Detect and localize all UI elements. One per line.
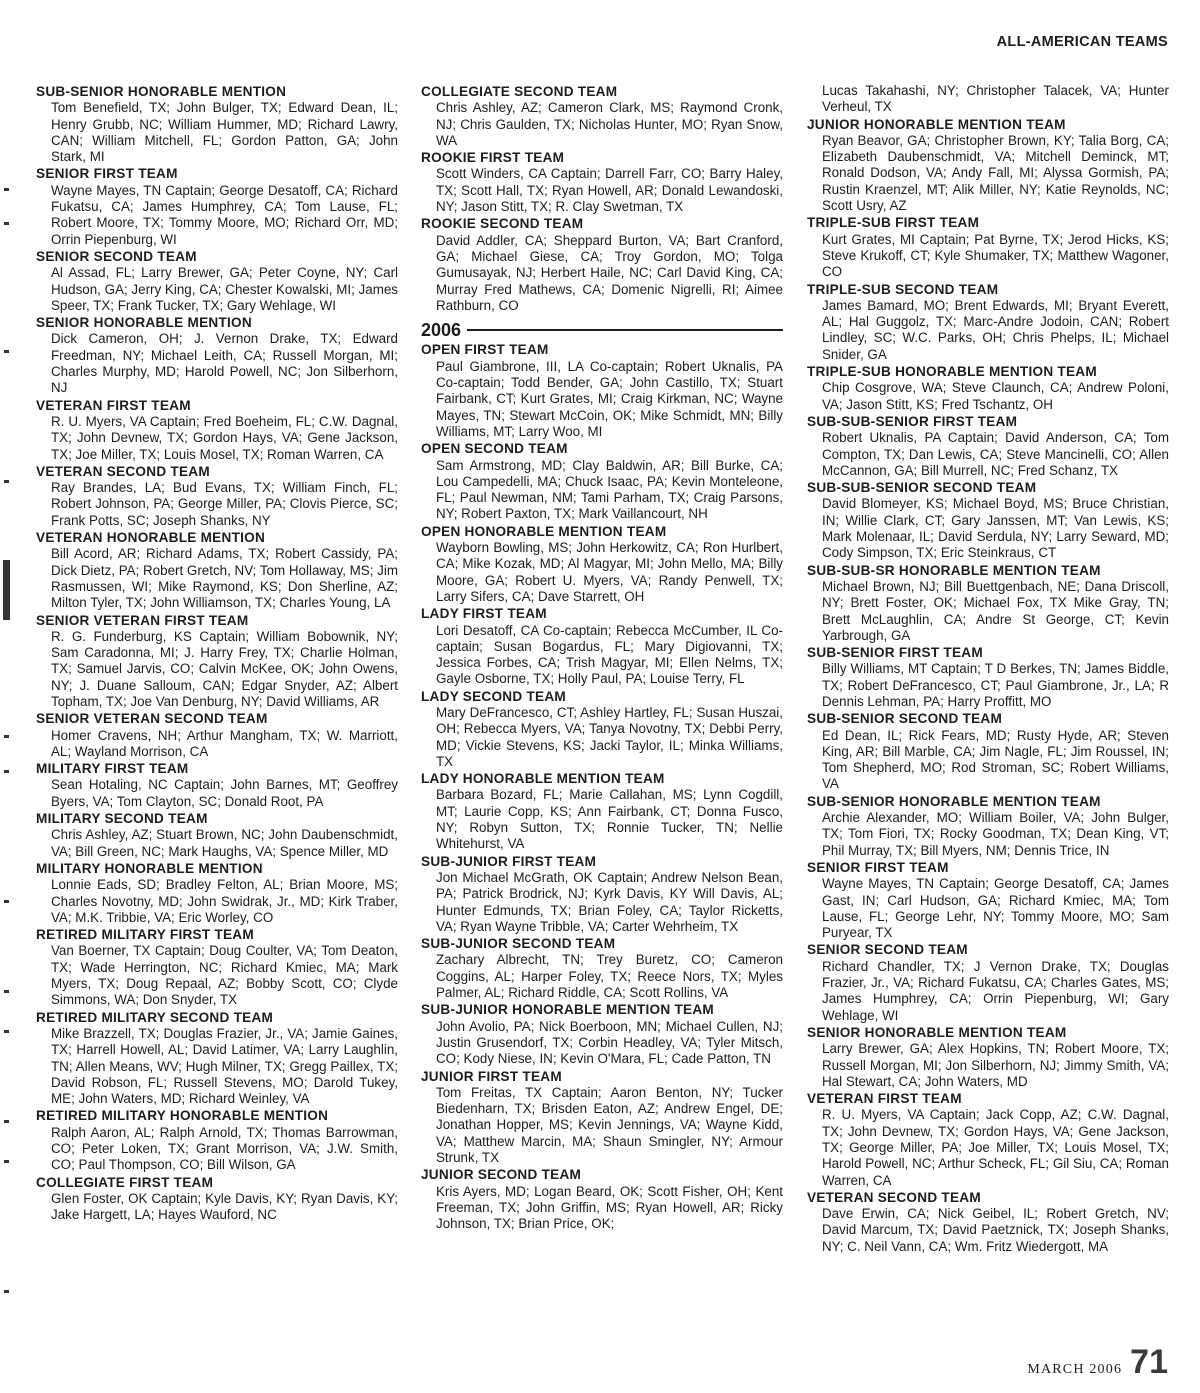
team-roster: Dave Erwin, CA; Nick Geibel, IL; Robert Gretch, NV; David Marcum, TX; David Paetznick, TX; Joseph Shanks, NY; C. Neil Vann, CA; Wm. Fritz Wiedergott, MA <box>822 1206 1169 1254</box>
team-roster: Chip Cosgrove, WA; Steve Claunch, CA; Andrew Poloni, VA; Jason Stitt, KS; Fred Tschantz, OH <box>822 380 1169 412</box>
team-roster: Kurt Grates, MI Captain; Pat Byrne, TX; Jerod Hicks, KS; Steve Krukoff, CT; Kyle Shumaker, TX; Matthew Wagoner, CO <box>822 231 1169 280</box>
team-roster: John Avolio, PA; Nick Boerboon, MN; Michael Cullen, NJ; Justin Grusendorf, TX; Corbin Headley, VA; Tyler Mitsch, CO; Kody Niese, IN; Kevin O'Mara, FL; Cade Patton, TN <box>436 1018 783 1067</box>
team-heading: TRIPLE-SUB HONORABLE MENTION TEAM <box>807 364 1097 380</box>
team-heading: SENIOR SECOND TEAM <box>36 248 197 264</box>
team-heading: SENIOR VETERAN FIRST TEAM <box>36 612 249 628</box>
team-heading: SENIOR SECOND TEAM <box>807 942 968 958</box>
team-roster: Lucas Takahashi, NY; Christopher Talacek, VA; Hunter Verheul, TX <box>822 83 1169 115</box>
text-column-right <box>807 83 1169 1255</box>
team-heading: SUB-JUNIOR FIRST TEAM <box>421 853 597 869</box>
team-heading: SENIOR FIRST TEAM <box>36 166 178 182</box>
team-roster: Glen Foster, OK Captain; Kyle Davis, KY; Ryan Davis, KY; Jake Hargett, LA; Hayes Wauford, NC <box>51 1190 398 1223</box>
page-number: 71 <box>1130 1343 1168 1381</box>
team-heading: SUB-SENIOR FIRST TEAM <box>807 645 983 661</box>
team-roster: R. G. Funderburg, KS Captain; William Bobownik, NY; Sam Caradonna, MI; J. Harry Frey, TX; Charlie Holman, TX; Samuel Jarvis, CO; Calvin McKee, OK; John Owens, NY; J. Duane Salloum, CAN; Edgar Snyder, AZ; Albert Topham, TX; Joe Van Denburg, NY; David Williams, AR <box>51 628 398 709</box>
team-heading: RETIRED MILITARY HONORABLE MENTION <box>36 1108 329 1124</box>
binding-edge-marks <box>0 0 14 1393</box>
team-roster: Jon Michael McGrath, OK Captain; Andrew Nelson Bean, PA; Patrick Brodrick, NJ; Kyrk Davis, KY Will Davis, AL; Hunter Edmunds, TX; Brian Foley, CA; Taylor Ricketts, VA; Ryan Wayne Tribble, VA; Carter Wehrheim, TX <box>436 869 783 934</box>
edge-mark <box>4 770 9 773</box>
team-roster: Larry Brewer, GA; Alex Hopkins, TN; Robert Moore, TX; Russell Morgan, MI; Jon Silberhorn, NJ; Jimmy Smith, VA; Hal Stewart, CA; John Waters, MD <box>822 1041 1169 1089</box>
team-roster: Kris Ayers, MD; Logan Beard, OK; Scott Fisher, OH; Kent Freeman, TX; John Griffin, MS; Ryan Howell, AR; Ricky Johnson, TX; Brian Price, OK; <box>436 1183 783 1232</box>
team-heading: MILITARY HONORABLE MENTION <box>36 860 263 876</box>
team-heading: SENIOR FIRST TEAM <box>807 859 949 875</box>
team-roster: Sean Hotaling, NC Captain; John Barnes, MT; Geoffrey Byers, VA; Tom Clayton, SC; Donald Root, PA <box>51 777 398 809</box>
team-heading: ROOKIE SECOND TEAM <box>421 216 584 232</box>
team-heading: SUB-SENIOR HONORABLE MENTION TEAM <box>807 793 1101 809</box>
team-heading: RETIRED MILITARY SECOND TEAM <box>36 1009 274 1025</box>
year-divider <box>421 320 783 341</box>
edge-mark <box>4 480 9 483</box>
team-roster: Mike Brazzell, TX; Douglas Frazier, Jr., VA; Jamie Gaines, TX; Harrell Howell, AL; David Latimer, VA; Larry Laughlin, TN; Allen Means, WV; Hugh Milner, TX; Gregg Paillex, TX; David Robson, FL; Russell Stevens, MO; Darold Tukey, ME; John Waters, MD; Richard Weinley, VA <box>51 1025 398 1107</box>
page-footer <box>1027 1345 1168 1379</box>
team-heading: RETIRED MILITARY FIRST TEAM <box>36 927 254 943</box>
team-heading: LADY FIRST TEAM <box>421 606 547 622</box>
edge-mark <box>4 900 9 903</box>
team-roster: Billy Williams, MT Captain; T D Berkes, TN; James Biddle, TX; Robert DeFrancesco, CT; Paul Giambrone, Jr., LA; R Dennis Lehman, PA; Harry Proffitt, MO <box>822 661 1169 709</box>
team-heading: SUB-SENIOR SECOND TEAM <box>807 711 1003 727</box>
team-heading: OPEN FIRST TEAM <box>421 342 549 358</box>
team-roster: Zachary Albrecht, TN; Trey Buretz, CO; Cameron Coggins, AL; Harper Foley, TX; Reece Nors, TX; Myles Palmer, AL; Richard Riddle, CA; Scott Rollins, VA <box>436 952 783 1001</box>
team-heading: VETERAN SECOND TEAM <box>36 463 210 479</box>
text-column-middle <box>421 83 783 1232</box>
edge-mark <box>4 1030 9 1033</box>
team-heading: SENIOR HONORABLE MENTION <box>36 315 252 331</box>
team-roster: Dick Cameron, OH; J. Vernon Drake, TX; Edward Freedman, NY; Michael Leith, CA; Russell Morgan, MI; Charles Murphy, MD; Harold Powell, NC; Jon Silberhorn, NJ <box>51 331 398 396</box>
team-roster: Scott Winders, CA Captain; Darrell Farr, CO; Barry Haley, TX; Scott Hall, TX; Ryan Howell, AR; Donald Lewandoski, NY; Jason Stitt, TX; R. Clay Swetman, TX <box>436 166 783 215</box>
edge-mark <box>4 350 9 353</box>
team-roster: Wayborn Bowling, MS; John Herkowitz, CA; Ron Hurlbert, CA; Mike Kozak, MD; Al Magyar, MI; John Mello, MA; Billy Moore, GA; Robert U. Myers, VA; Randy Penwell, TX; Larry Sifers, CA; Dave Starrett, OH <box>436 540 783 604</box>
team-heading: SUB-SUB-SENIOR SECOND TEAM <box>807 480 1037 496</box>
team-roster: Sam Armstrong, MD; Clay Baldwin, AR; Bill Burke, CA; Lou Campedelli, MA; Chuck Isaac, PA; Kevin Monteleone, FL; Paul Newman, NM; Tami Parham, TX; Craig Parsons, NY; Robert Paxton, TX; Mark Vaillancourt, NH <box>436 457 783 522</box>
team-heading: COLLEGIATE FIRST TEAM <box>36 1174 214 1190</box>
team-heading: VETERAN FIRST TEAM <box>807 1091 962 1107</box>
team-roster: Archie Alexander, MO; William Boiler, VA; John Bulger, TX; Tom Fiori, TX; Rocky Goodman, TX; Dean King, VT; Phil Murray, TX; Bill Myers, NM; Dennis Trice, IN <box>822 810 1169 858</box>
team-heading: VETERAN HONORABLE MENTION <box>36 530 266 546</box>
team-roster: Chris Ashley, AZ; Cameron Clark, MS; Raymond Cronk, NJ; Chris Gaulden, TX; Nicholas Hunter, MO; Ryan Snow, WA <box>436 100 783 148</box>
team-heading: OPEN HONORABLE MENTION TEAM <box>421 523 667 539</box>
team-roster: R. U. Myers, VA Captain; Jack Copp, AZ; C.W. Dagnal, TX; John Devnew, TX; Gordon Hays, VA; Gene Jackson, TX; George Miller, PA; Joe Miller, TX; Louis Mosel, TX; Harold Powell, NC; Arthur Scheck, FL; Gil Siu, CA; Roman Warren, CA <box>822 1107 1169 1188</box>
team-roster: Al Assad, FL; Larry Brewer, GA; Peter Coyne, NY; Carl Hudson, GA; Jerry King, CA; Chester Kowalski, MI; James Speer, TX; Frank Tucker, TX; Gary Wehlage, WI <box>51 265 398 313</box>
team-roster: David Addler, CA; Sheppard Burton, VA; Bart Cranford, GA; Michael Giese, CA; Troy Gordon, MO; Tolga Gumusayak, NJ; Herbert Haile, NC; Carl David King, CA; Murray Fred Mathews, CA; Domenic Nigrelli, RI; Aimee Rathburn, CO <box>436 232 783 313</box>
team-heading: VETERAN FIRST TEAM <box>36 397 191 413</box>
team-roster: Robert Uknalis, PA Captain; David Anderson, CA; Tom Compton, TX; Dan Lewis, CA; Steve Mancinelli, CO; Allen McCannon, GA; Bill Murrell, NC; Fred Schanz, TX <box>822 430 1169 478</box>
edge-mark <box>4 735 9 738</box>
team-heading: SUB-SUB-SR HONORABLE MENTION TEAM <box>807 562 1101 578</box>
team-heading: JUNIOR FIRST TEAM <box>421 1068 562 1084</box>
text-column-left <box>36 83 398 1223</box>
edge-mark <box>4 1120 9 1123</box>
team-heading: LADY SECOND TEAM <box>421 688 566 704</box>
team-heading: LADY HONORABLE MENTION TEAM <box>421 771 665 787</box>
team-heading: VETERAN SECOND TEAM <box>807 1189 981 1205</box>
team-heading: COLLEGIATE SECOND TEAM <box>421 84 618 99</box>
running-head-title: ALL-AMERICAN TEAMS <box>996 34 1168 50</box>
team-heading: SUB-SENIOR HONORABLE MENTION <box>36 84 287 99</box>
edge-mark <box>4 1160 9 1163</box>
team-roster: David Blomeyer, KS; Michael Boyd, MS; Bruce Christian, IN; Willie Clark, CT; Gary Janssen, MT; Van Lewis, KS; Mark Molenaar, IL; David Serdula, NY; Larry Seward, MD; Cody Simpson, TX; Eric Steinkraus, CT <box>822 496 1169 561</box>
team-roster: Wayne Mayes, TN Captain; George Desatoff, CA; Richard Fukatsu, CA; James Humphrey, CA; Tom Lause, FL; Robert Moore, TX; Tommy Moore, MO; Richard Orr, MD; Orrin Piepenburg, WI <box>51 182 398 247</box>
team-heading: SENIOR HONORABLE MENTION TEAM <box>807 1024 1067 1040</box>
team-roster: James Bamard, MO; Brent Edwards, MI; Bryant Everett, AL; Hal Guggolz, TX; Marc-Andre Jodoin, CAN; Robert Lindley, SC; W.C. Parks, OH; Chris Phelps, IL; Michael Snider, GA <box>822 297 1169 362</box>
team-heading: JUNIOR SECOND TEAM <box>421 1167 582 1183</box>
team-heading: JUNIOR HONORABLE MENTION TEAM <box>807 116 1066 132</box>
issue-month: MARCH 2006 <box>1027 1362 1123 1377</box>
team-heading: MILITARY FIRST TEAM <box>36 761 189 777</box>
edge-mark <box>4 222 9 225</box>
team-roster: Van Boerner, TX Captain; Doug Coulter, VA; Tom Deaton, TX; Wade Herrington, NC; Richard Kmiec, MA; Mark Myers, TX; Doug Repaal, AZ; Bobby Scott, CO; Clyde Simmons, WA; Don Snyder, TX <box>51 943 398 1008</box>
team-heading: TRIPLE-SUB SECOND TEAM <box>807 281 999 297</box>
team-heading: SUB-JUNIOR SECOND TEAM <box>421 936 616 952</box>
team-heading: SUB-JUNIOR HONORABLE MENTION TEAM <box>421 1002 714 1018</box>
team-heading: SENIOR VETERAN SECOND TEAM <box>36 711 268 727</box>
year-label: 2006 <box>421 320 462 341</box>
team-heading: SUB-SUB-SENIOR FIRST TEAM <box>807 413 1018 429</box>
team-roster: Lori Desatoff, CA Co-captain; Rebecca McCumber, IL Co-captain; Susan Bogardus, FL; Mary Digiovanni, TX; Jessica Forbes, CA; Trish Magyar, MI; Ellen Nelms, TX; Gayle Osborne, TX; Holly Paul, PA; Louise Terry, FL <box>436 622 783 687</box>
team-roster: Wayne Mayes, TN Captain; George Desatoff, CA; James Gast, IN; Carl Hudson, GA; Richard Kmiec, MA; Tom Lause, FL; George Lehr, NY; Tommy Moore, MO; Sam Puryear, TX <box>822 876 1169 941</box>
team-roster: Richard Chandler, TX; J Vernon Drake, TX; Douglas Frazier, Jr., VA; Richard Fukatsu, CA; Charles Gates, MS; James Humphrey, CA; Orrin Piepenburg, WI; Gary Wehlage, WI <box>822 958 1169 1023</box>
team-roster: Mary DeFrancesco, CT; Ashley Hartley, FL; Susan Huszai, OH; Rebecca Myers, VA; Tanya Novotny, TX; Debbi Perry, MD; Vickie Stevens, KS; Jacki Taylor, IL; Minka Williams, TX <box>436 704 783 769</box>
team-roster: Ryan Beavor, GA; Christopher Brown, KY; Talia Borg, CA; Elizabeth Daubenschmidt, VA; Mitchell Deminck, MT; Ronald Dodson, VA; Andy Fall, MI; Alyssa Gormish, PA; Rustin Kraenzel, MT; Alik Miller, NY; Katie Reynolds, NC; Scott Usry, AZ <box>822 132 1169 214</box>
team-roster: Ray Brandes, LA; Bud Evans, TX; William Finch, FL; Robert Johnson, PA; George Miller, PA; Clovis Pierce, SC; Frank Potts, SC; Joseph Shanks, NY <box>51 480 398 528</box>
year-rule <box>467 329 783 331</box>
team-roster: Lonnie Eads, SD; Bradley Felton, AL; Brian Moore, MS; Charles Novotny, MD; John Swidrak, Jr., MD; Kirk Traber, VA; M.K. Tribbie, VA; Eric Worley, CO <box>51 877 398 925</box>
edge-mark <box>4 990 9 993</box>
edge-mark <box>4 188 9 191</box>
team-roster: Michael Brown, NJ; Bill Buettgenbach, NE; Dana Driscoll, NY; Brett Foster, OK; Michael Fox, TX Mike Gray, TN; Brett McLaughlin, CA; Andre St George, CT; Kevin Yarbrough, GA <box>822 578 1169 643</box>
team-roster: Ralph Aaron, AL; Ralph Arnold, TX; Thomas Barrowman, CO; Peter Loken, TX; Grant Morrison, VA; J.W. Smith, CO; Paul Thompson, CO; Bill Wilson, GA <box>51 1124 398 1173</box>
team-roster: Barbara Bozard, FL; Marie Callahan, MS; Lynn Cogdill, MT; Laurie Copp, KS; Ann Fairbank, CT; Donna Fusco, NY; Robyn Sutton, TX; Ronnie Tucker, TN; Nellie Whitehurst, VA <box>436 787 783 852</box>
team-roster: R. U. Myers, VA Captain; Fred Boeheim, FL; C.W. Dagnal, TX; John Devnew, TX; Gordon Hays, VA; Gene Jackson, TX; Joe Miller, TX; Louis Mosel, TX; Roman Warren, CA <box>51 413 398 462</box>
team-roster: Homer Cravens, NH; Arthur Mangham, TX; W. Marriott, AL; Wayland Morrison, CA <box>51 727 398 759</box>
team-roster: Tom Freitas, TX Captain; Aaron Benton, NY; Tucker Biedenharn, TX; Brisden Eaton, AZ; Andrew Engel, DE; Jonathan Hopper, MS; Kevin Jennings, VA; Wayne Kidd, VA; Matthew Marcin, MA; Shaun Smingler, NY; Armour Strunk, TX <box>436 1084 783 1165</box>
team-heading: OPEN SECOND TEAM <box>421 441 568 457</box>
team-roster: Bill Acord, AR; Richard Adams, TX; Robert Cassidy, PA; Dick Dietz, PA; Robert Gretch, NV; Tom Hollaway, MS; Jim Rasmussen, WI; Mike Raymond, KS; Don Sherline, AZ; Milton Tyler, TX; John Williamson, TX; Charles Young, LA <box>51 546 398 611</box>
edge-mark <box>4 1290 9 1293</box>
edge-mark <box>3 560 10 620</box>
team-roster: Paul Giambrone, III, LA Co-captain; Robert Uknalis, PA Co-captain; Todd Bender, GA; John Castillo, TX; Stuart Fairbank, CT; Kurt Grates, MI; Craig Kirkman, NC; Wayne Mayes, TN; Stewart McCoin, OK; Mike Schmidt, MN; Billy Williams, MT; Larry Woo, MI <box>436 358 783 439</box>
team-heading: TRIPLE-SUB FIRST TEAM <box>807 215 980 231</box>
team-roster: Ed Dean, IL; Rick Fears, MD; Rusty Hyde, AR; Steven King, AR; Bill Marble, CA; Jim Nagle, FL; Jim Roussel, IN; Tom Shepherd, MO; Rod Stroman, SC; Robert Williams, VA <box>822 727 1169 792</box>
team-heading: MILITARY SECOND TEAM <box>36 811 208 827</box>
team-heading: ROOKIE FIRST TEAM <box>421 150 565 166</box>
team-roster: Chris Ashley, AZ; Stuart Brown, NC; John Daubenschmidt, VA; Bill Green, NC; Mark Haughs, VA; Spence Miller, MD <box>51 827 398 859</box>
team-roster: Tom Benefield, TX; John Bulger, TX; Edward Dean, IL; Henry Grubb, NC; William Hummer, MD; Richard Lawry, CAN; William Mitchell, FL; Gordon Patton, GA; John Stark, MI <box>51 100 398 165</box>
